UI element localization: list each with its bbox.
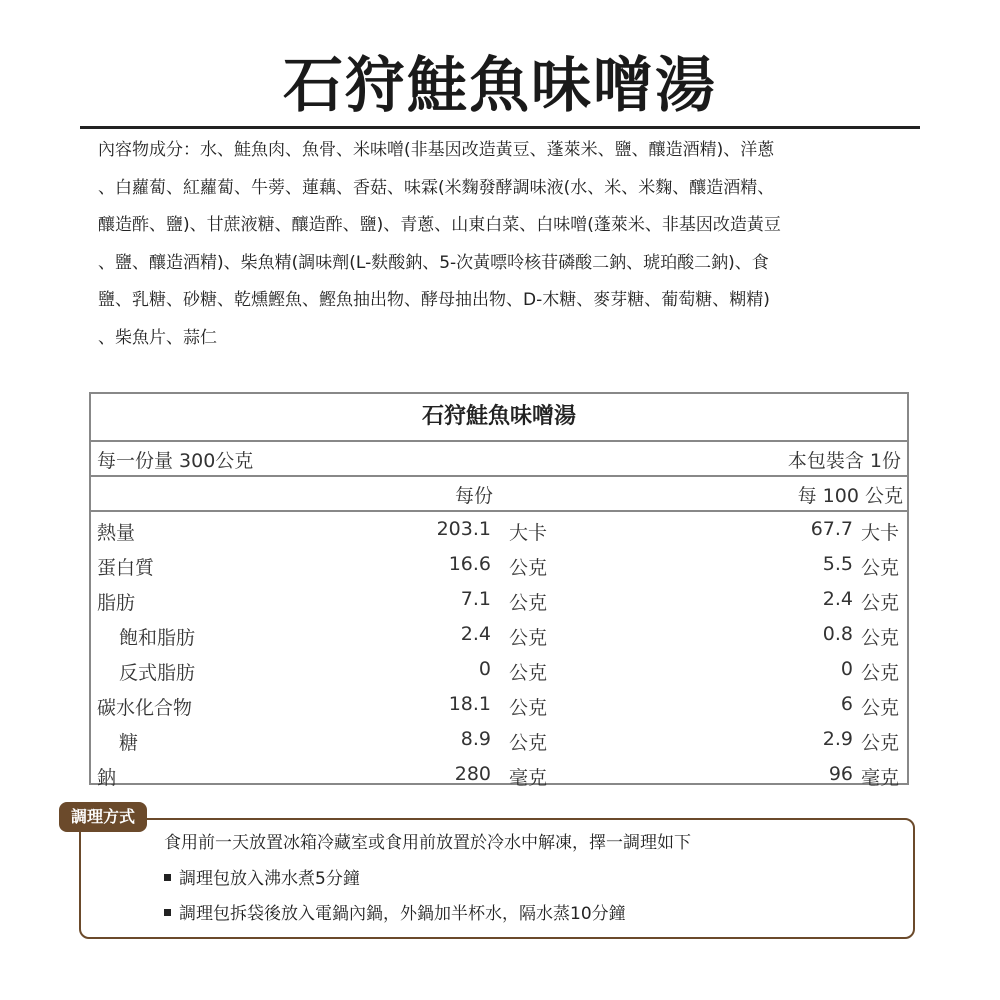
nutrient-label: 反式脂肪 xyxy=(119,662,196,684)
per-100g-value: 2.4 xyxy=(822,588,853,610)
ingredients-line: 鹽、乳糖、砂糖、乾燻鰹魚、鰹魚抽出物、酵母抽出物、D-木糖、麥芽糖、葡萄糖、糊精) xyxy=(98,290,770,310)
nutrient-label: 糖 xyxy=(119,732,139,754)
per-100g-value: 2.9 xyxy=(822,728,853,750)
per-serving-value: 8.9 xyxy=(460,728,491,750)
per-serving-unit: 公克 xyxy=(509,697,548,719)
per-100g-value: 96 xyxy=(828,763,853,785)
per-100g-unit: 公克 xyxy=(860,557,899,579)
per-serving-unit: 大卡 xyxy=(509,522,548,544)
nutrition-row xyxy=(91,687,907,722)
per-100g-value: 0 xyxy=(840,658,853,680)
cooking-tag: 調理方式 xyxy=(59,802,147,832)
column-header-per-100g: 每 100 公克 xyxy=(797,485,903,507)
ingredients-line: 、柴魚片、蒜仁 xyxy=(98,327,217,348)
divider xyxy=(91,475,907,477)
per-serving-unit: 公克 xyxy=(509,662,548,684)
per-serving-unit: 毫克 xyxy=(509,767,548,789)
nutrition-row xyxy=(91,722,907,757)
per-serving-value: 7.1 xyxy=(460,588,491,610)
per-serving-value: 16.6 xyxy=(448,553,491,575)
per-serving-value: 280 xyxy=(454,763,491,785)
per-100g-unit: 公克 xyxy=(860,732,899,754)
per-100g-value: 67.7 xyxy=(810,518,853,540)
bullet-icon xyxy=(164,909,171,916)
column-header-per-serving: 每份 xyxy=(455,485,494,507)
ingredients-line: 釀造酢、鹽)、甘蔗液糖、釀造酢、鹽)、青蔥、山東白菜、白味噌(蓬萊米、非基因改造黃豆 xyxy=(98,215,781,235)
per-100g-unit: 公克 xyxy=(860,627,899,649)
ingredients-text xyxy=(98,132,913,357)
bullet-icon xyxy=(164,874,171,881)
nutrient-label: 碳水化合物 xyxy=(97,697,193,719)
per-serving-value: 0 xyxy=(478,658,491,680)
per-serving-unit: 公克 xyxy=(509,557,548,579)
cooking-step xyxy=(164,899,626,924)
per-100g-unit: 公克 xyxy=(860,697,899,719)
per-serving-value: 203.1 xyxy=(436,518,491,540)
nutrient-label: 脂肪 xyxy=(97,592,136,614)
cooking-step-text: 調理包放入沸水煮5分鐘 xyxy=(179,869,360,889)
nutrition-row xyxy=(91,582,907,617)
nutrition-row xyxy=(91,652,907,687)
nutrient-label: 蛋白質 xyxy=(97,557,155,579)
nutrition-table xyxy=(89,392,909,789)
product-title: 石狩鮭魚味噌湯 xyxy=(283,51,717,121)
nutrition-row xyxy=(91,617,907,652)
per-serving-value: 2.4 xyxy=(460,623,491,645)
per-100g-unit: 大卡 xyxy=(860,522,899,544)
nutrition-row xyxy=(91,512,907,547)
serving-size: 每一份量 300公克 xyxy=(97,450,254,472)
per-100g-value: 6 xyxy=(840,693,853,715)
title-divider xyxy=(80,126,920,129)
nutrition-row xyxy=(91,757,907,792)
per-100g-unit: 公克 xyxy=(860,592,899,614)
divider xyxy=(91,440,907,442)
per-100g-value: 0.8 xyxy=(822,623,853,645)
servings-per-pack: 本包裝含 1份 xyxy=(787,450,901,472)
nutrition-row xyxy=(91,547,907,582)
nutrition-title: 石狩鮭魚味噌湯 xyxy=(421,404,576,429)
per-100g-unit: 毫克 xyxy=(860,767,899,789)
cooking-step-text: 調理包拆袋後放入電鍋內鍋，外鍋加半杯水，隔水蒸10分鐘 xyxy=(179,904,626,924)
per-serving-unit: 公克 xyxy=(509,627,548,649)
ingredients-line: 內容物成分：水、鮭魚肉、魚骨、米味噌(非基因改造黃豆、蓬萊米、鹽、釀造酒精)、洋蔥 xyxy=(98,140,775,160)
nutrient-label: 熱量 xyxy=(97,522,136,544)
cooking-intro: 食用前一天放置冰箱冷藏室或食用前放置於冷水中解凍，擇一調理如下 xyxy=(164,833,691,853)
per-serving-value: 18.1 xyxy=(448,693,491,715)
cooking-step xyxy=(164,864,360,889)
per-serving-unit: 公克 xyxy=(509,592,548,614)
per-100g-unit: 公克 xyxy=(860,662,899,684)
nutrient-label: 鈉 xyxy=(97,767,117,789)
ingredients-line: 、鹽、釀造酒精)、柴魚精(調味劑(L-麩酸鈉、5-次黃嘌呤核苷磷酸二鈉、琥珀酸二鈉)、食 xyxy=(98,252,769,273)
nutrient-label: 飽和脂肪 xyxy=(119,627,196,649)
per-serving-unit: 公克 xyxy=(509,732,548,754)
ingredients-line: 、白蘿蔔、紅蘿蔔、牛蒡、蓮藕、香菇、味霖(米麴發酵調味液(水、米、米麴、釀造酒精、 xyxy=(98,177,775,198)
per-100g-value: 5.5 xyxy=(822,553,853,575)
